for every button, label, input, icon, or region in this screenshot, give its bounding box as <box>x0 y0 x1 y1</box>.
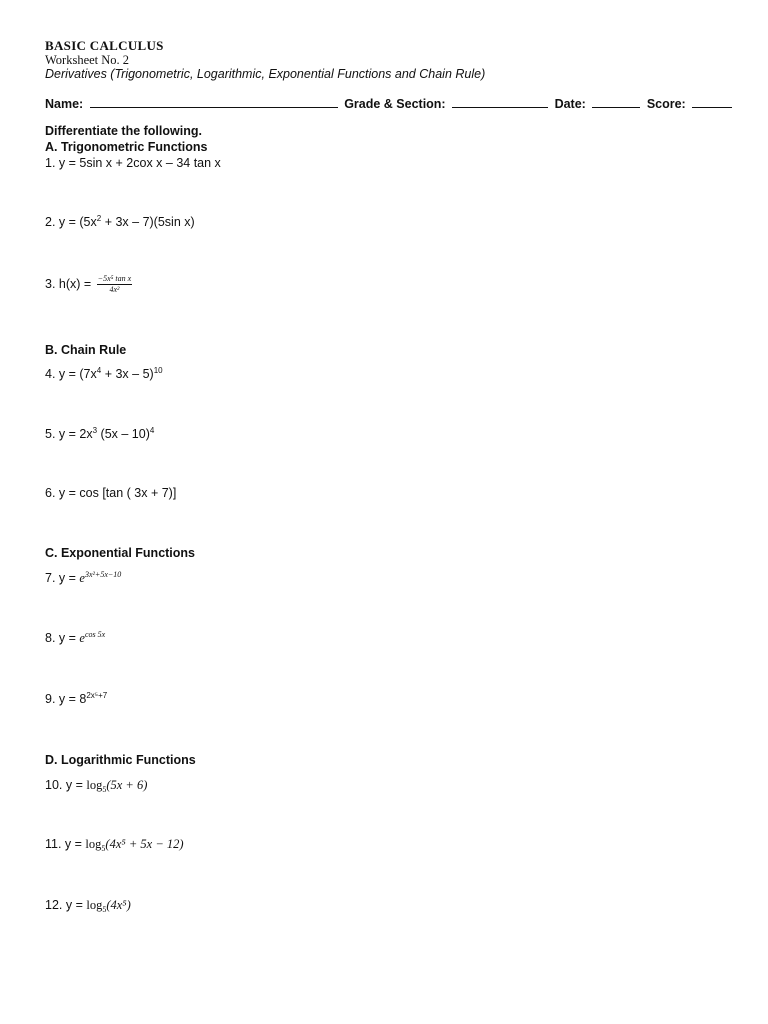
problem-5-prefix: 5. y = 2x <box>45 427 93 441</box>
section-b-heading: B. Chain Rule <box>45 343 127 357</box>
worksheet-topic: Derivatives (Trigonometric, Logarithmic, Exponential Functions and Chain Rule) <box>45 67 486 81</box>
problem-5-middle: (5x – 10) <box>97 427 150 441</box>
problem-4 <box>45 367 163 381</box>
problem-2-rest: + 3x – 7)(5sin x) <box>101 215 195 229</box>
problem-3-fraction <box>97 274 133 295</box>
problem-6: 6. y = cos [tan ( 3x + 7)] <box>45 486 177 500</box>
problem-5-outer-exponent: 4 <box>149 426 155 435</box>
problem-3-denominator: 4x² <box>109 285 120 294</box>
problem-4-outer-exponent: 10 <box>153 366 163 375</box>
worksheet-number: Worksheet No. 2 <box>45 53 130 67</box>
problem-11-argument: (4x⁵ + 5x − 12) <box>105 837 184 851</box>
grade-section-label: Grade & Section: <box>344 97 446 111</box>
problem-7 <box>45 571 121 586</box>
instruction: Differentiate the following. <box>45 124 202 138</box>
problem-9-exponent: 2x⁵+7 <box>86 691 108 700</box>
problem-4-exponent: 4 <box>96 366 102 375</box>
problem-9-prefix: 9. y = 8 <box>45 692 87 706</box>
problem-3-numerator: −5x⁵ tan x <box>97 274 132 283</box>
problem-7-exponent: 3x²+5x−10 <box>84 570 122 579</box>
problem-1: 1. y = 5sin x + 2cox x – 34 tan x <box>45 156 221 170</box>
problem-10-log-base: 5 <box>102 785 107 794</box>
problem-2-prefix: 2. y = (5x <box>45 215 97 229</box>
problem-11-prefix: 11. y = <box>45 837 86 851</box>
section-a-heading: A. Trigonometric Functions <box>45 140 208 154</box>
problem-12-argument: (4x⁵) <box>106 898 131 912</box>
problem-10-prefix: 10. y = <box>45 778 87 792</box>
problem-5-exponent: 3 <box>92 426 98 435</box>
date-blank[interactable] <box>592 97 640 108</box>
problem-12-prefix: 12. y = <box>45 898 87 912</box>
grade-section-blank[interactable] <box>452 97 548 108</box>
problem-5 <box>45 427 154 441</box>
problem-9 <box>45 692 107 706</box>
problem-10-log: log <box>86 778 103 792</box>
section-c-heading: C. Exponential Functions <box>45 546 196 560</box>
problem-8-prefix: 8. y = <box>45 631 80 645</box>
student-info-row <box>45 97 735 111</box>
problem-2-exponent: 2 <box>96 214 102 223</box>
problem-12-log-base: 5 <box>102 905 107 914</box>
problem-7-prefix: 7. y = <box>45 571 80 585</box>
problem-10-argument: (5x + 6) <box>106 778 148 792</box>
problem-12 <box>45 898 131 913</box>
problem-12-log: log <box>86 898 103 912</box>
name-blank[interactable] <box>90 97 338 108</box>
problem-4-prefix: 4. y = (7x <box>45 367 97 381</box>
problem-8 <box>45 631 105 646</box>
problem-11-log: log <box>85 837 102 851</box>
section-d-heading: D. Logarithmic Functions <box>45 753 196 767</box>
worksheet-title: BASIC CALCULUS <box>45 38 164 53</box>
problem-8-exponent: cos 5x <box>84 630 106 639</box>
problem-7-base: e <box>79 571 85 585</box>
problem-8-base: e <box>79 631 85 645</box>
score-label: Score: <box>646 97 686 111</box>
score-blank[interactable] <box>692 97 732 108</box>
date-label: Date: <box>554 97 586 111</box>
problem-10 <box>45 778 147 793</box>
problem-3-prefix: 3. h(x) = <box>45 276 95 291</box>
problem-2 <box>45 215 195 229</box>
problem-3 <box>45 274 132 295</box>
problem-4-middle: + 3x – 5) <box>101 367 154 381</box>
problem-11-log-base: 5 <box>101 844 106 853</box>
name-label: Name: <box>45 97 84 111</box>
problem-11 <box>45 837 184 852</box>
